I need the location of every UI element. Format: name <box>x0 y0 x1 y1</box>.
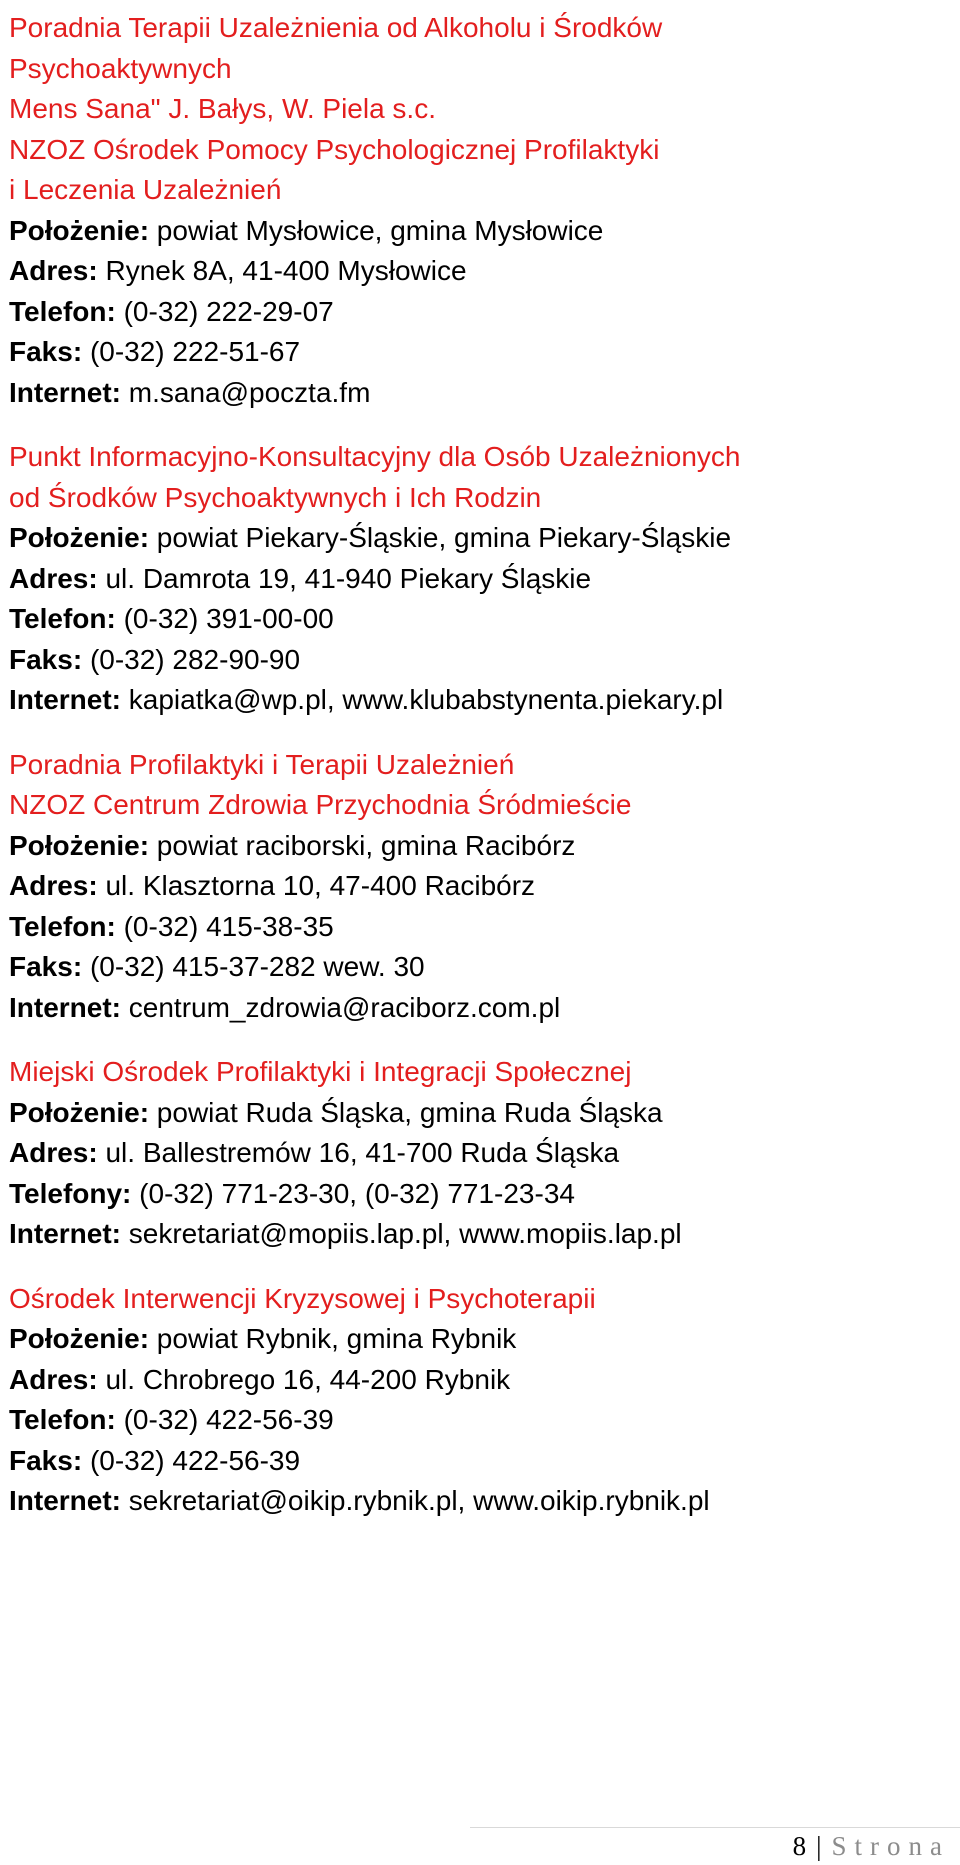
field-label: Adres: <box>9 562 98 594</box>
location-field <box>9 1319 949 1360</box>
field-value: Rynek 8A, 41-400 Mysłowice <box>105 255 467 286</box>
field-label: Położenie: <box>9 1323 150 1354</box>
entry-title-line: i Leczenia Uzależnień <box>9 174 282 205</box>
field-label: Położenie: <box>9 829 150 861</box>
location-field <box>9 826 949 867</box>
field-value: powiat raciborski, gmina Racibórz <box>156 829 576 861</box>
field-value: (0-32) 415-37-282 wew. 30 <box>89 951 425 982</box>
internet-field <box>9 1481 949 1522</box>
entry-myslowice <box>9 8 949 413</box>
field-label: Internet: <box>9 1485 121 1516</box>
address-field <box>9 251 949 292</box>
phones-field <box>9 1174 949 1215</box>
field-label: Telefon: <box>9 1404 116 1435</box>
entry-title-line: NZOZ Ośrodek Pomocy Psychologicznej Profilaktyki <box>9 133 660 165</box>
document-page <box>9 8 949 1546</box>
entry-title-line: Ośrodek Interwencji Kryzysowej i Psychoterapii <box>9 1282 596 1314</box>
fax-field <box>9 947 949 988</box>
field-label: Telefon: <box>9 910 116 942</box>
field-value: ul. Ballestremów 16, 41-700 Ruda Śląska <box>105 1137 620 1168</box>
field-value: sekretariat@mopiis.lap.pl, www.mopiis.lap.pl <box>128 1218 682 1249</box>
field-value: ul. Klasztorna 10, 47-400 Racibórz <box>105 870 536 901</box>
address-field <box>9 866 949 907</box>
entry-title-line: Punkt Informacyjno-Konsultacyjny dla Osób Uzależnionych <box>9 441 741 472</box>
phone-field <box>9 292 949 333</box>
fax-field <box>9 1441 949 1482</box>
field-label: Internet: <box>9 684 121 715</box>
field-value: (0-32) 422-56-39 <box>123 1404 334 1435</box>
phone-field <box>9 907 949 948</box>
page-number: 8 <box>792 1831 807 1861</box>
phone-field <box>9 599 949 640</box>
field-label: Adres: <box>9 1363 98 1395</box>
field-label: Faks: <box>9 951 83 982</box>
entry-ruda-slaska <box>9 1052 949 1255</box>
location-field <box>9 211 949 252</box>
field-label: Internet: <box>9 991 121 1023</box>
field-value: (0-32) 222-29-07 <box>123 295 334 327</box>
field-label: Faks: <box>9 336 83 367</box>
entry-title-line: Mens Sana" J. Bałys, W. Piela s.c. <box>9 93 436 124</box>
entry-piekary <box>9 437 949 721</box>
internet-field <box>9 988 949 1029</box>
entry-title-line: Poradnia Terapii Uzależnienia od Alkoholu i Środków <box>9 12 663 43</box>
field-label: Adres: <box>9 870 98 901</box>
field-label: Położenie: <box>9 1096 150 1128</box>
field-label: Internet: <box>9 1218 121 1249</box>
field-label: Telefony: <box>9 1177 132 1209</box>
field-label: Faks: <box>9 643 83 675</box>
field-value: centrum_zdrowia@raciborz.com.pl <box>128 991 561 1023</box>
field-label: Telefon: <box>9 295 116 327</box>
entry-title-line: Miejski Ośrodek Profilaktyki i Integracji Społecznej <box>9 1056 632 1087</box>
field-value: powiat Rybnik, gmina Rybnik <box>156 1323 517 1354</box>
field-value: (0-32) 771-23-30, (0-32) 771-23-34 <box>139 1177 575 1209</box>
entry-title-line: Poradnia Profilaktyki i Terapii Uzależnień <box>9 748 515 780</box>
field-value: powiat Mysłowice, gmina Mysłowice <box>156 214 604 246</box>
field-value: m.sana@poczta.fm <box>128 376 371 408</box>
internet-field <box>9 1214 949 1255</box>
entry-title-line: NZOZ Centrum Zdrowia Przychodnia Śródmieście <box>9 789 632 820</box>
field-label: Faks: <box>9 1444 83 1476</box>
location-field <box>9 1093 949 1134</box>
address-field <box>9 559 949 600</box>
field-label: Adres: <box>9 1137 98 1168</box>
field-value: powiat Ruda Śląska, gmina Ruda Śląska <box>156 1096 663 1128</box>
field-value: ul. Damrota 19, 41-940 Piekary Śląskie <box>105 562 592 594</box>
fax-field <box>9 332 949 373</box>
field-value: (0-32) 391-00-00 <box>123 603 334 634</box>
field-label: Położenie: <box>9 214 150 246</box>
field-value: (0-32) 415-38-35 <box>123 910 334 942</box>
page-word: Strona <box>831 1831 950 1861</box>
field-value: sekretariat@oikip.rybnik.pl, www.oikip.rybnik.pl <box>128 1485 710 1516</box>
location-field <box>9 518 949 559</box>
internet-field <box>9 680 949 721</box>
field-value: (0-32) 282-90-90 <box>89 643 301 675</box>
footer-divider <box>470 1827 960 1828</box>
field-value: (0-32) 222-51-67 <box>89 336 301 367</box>
fax-field <box>9 640 949 681</box>
field-value: powiat Piekary-Śląskie, gmina Piekary-Śląskie <box>156 522 732 553</box>
entry-title-line: od Środków Psychoaktywnych i Ich Rodzin <box>9 481 542 513</box>
field-value: ul. Chrobrego 16, 44-200 Rybnik <box>105 1363 511 1395</box>
entry-rybnik <box>9 1279 949 1522</box>
phone-field <box>9 1400 949 1441</box>
footer-separator: | <box>816 1831 822 1861</box>
field-label: Adres: <box>9 255 98 286</box>
field-value: kapiatka@wp.pl, www.klubabstynenta.piekary.pl <box>128 684 724 715</box>
field-value: (0-32) 422-56-39 <box>89 1444 301 1476</box>
internet-field <box>9 373 949 414</box>
field-label: Internet: <box>9 376 121 408</box>
entry-raciborz <box>9 745 949 1029</box>
address-field <box>9 1360 949 1401</box>
address-field <box>9 1133 949 1174</box>
page-footer <box>793 1829 950 1863</box>
entry-title-line: Psychoaktywnych <box>9 52 232 84</box>
field-label: Telefon: <box>9 603 116 634</box>
field-label: Położenie: <box>9 522 150 553</box>
